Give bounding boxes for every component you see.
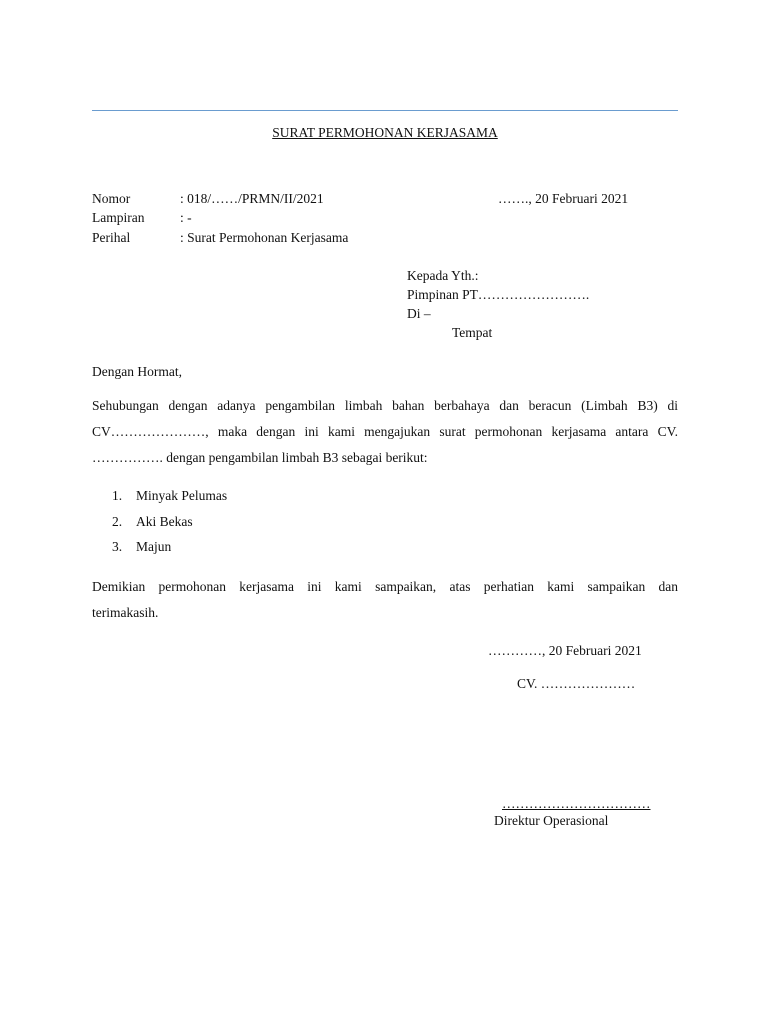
signature-date: …………, 20 Februari 2021 bbox=[488, 643, 642, 658]
body-line-1: Sehubungan dengan adanya pengambilan limbah bahan berbahaya dan beracun (Limbah B3) di bbox=[92, 398, 678, 413]
nomor-label: Nomor bbox=[92, 191, 131, 206]
list-item-number: 3. bbox=[112, 539, 123, 554]
nomor-value: : 018/……/PRMN/II/2021 bbox=[180, 191, 324, 206]
header-divider bbox=[92, 110, 678, 111]
lampiran-label: Lampiran bbox=[92, 210, 145, 225]
recipient-line-1: Kepada Yth.: bbox=[407, 268, 479, 283]
closing-line-2: terimakasih. bbox=[92, 605, 159, 620]
list-item: Majun bbox=[136, 539, 172, 554]
perihal-label: Perihal bbox=[92, 230, 131, 245]
list-item: Minyak Pelumas bbox=[136, 488, 228, 503]
list-item-number: 2. bbox=[112, 514, 123, 529]
recipient-line-4: Tempat bbox=[452, 325, 493, 340]
list-item-number: 1. bbox=[112, 488, 123, 503]
letter-title: SURAT PERMOHONAN KERJASAMA bbox=[272, 125, 498, 140]
body-line-2: CV…………………, maka dengan ini kami mengajukan surat permohonan kerjasama antara CV. bbox=[92, 424, 678, 439]
signature-company: CV. ………………… bbox=[517, 676, 636, 691]
letter-date: ……., 20 Februari 2021 bbox=[498, 191, 629, 206]
perihal-value: : Surat Permohonan Kerjasama bbox=[180, 230, 349, 245]
signature-name-line: …………………………… bbox=[502, 796, 651, 811]
signature-position: Direktur Operasional bbox=[494, 813, 609, 828]
greeting: Dengan Hormat, bbox=[92, 364, 182, 379]
closing-line-1: Demikian permohonan kerjasama ini kami sampaikan, atas perhatian kami sampaikan dan bbox=[92, 579, 678, 594]
body-line-3: ……………. dengan pengambilan limbah B3 sebagai berikut: bbox=[92, 450, 428, 465]
list-item: Aki Bekas bbox=[136, 514, 193, 529]
lampiran-value: : - bbox=[180, 210, 192, 225]
recipient-line-3: Di – bbox=[407, 306, 431, 321]
recipient-line-2: Pimpinan PT……………………. bbox=[407, 287, 590, 302]
